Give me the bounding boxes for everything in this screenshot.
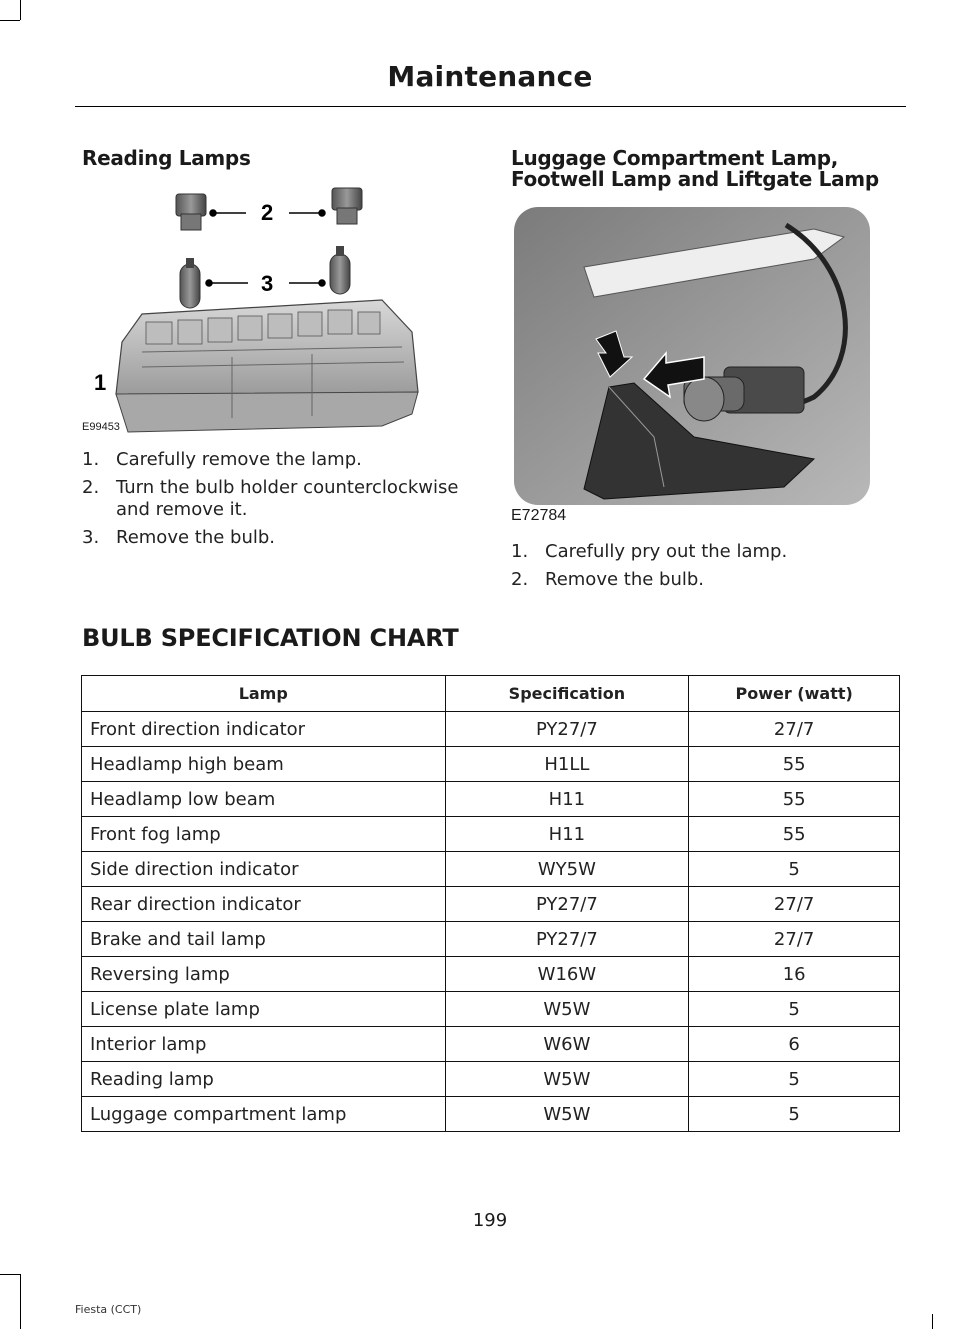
specification-cell: W16W — [445, 957, 689, 992]
power-cell: 5 — [689, 1062, 900, 1097]
specification-cell: PY27/7 — [445, 712, 689, 747]
table-row — [82, 992, 900, 1027]
crop-mark — [20, 0, 21, 20]
list-item: 2. Turn the bulb holder counterclockwise and remove it. — [82, 477, 459, 520]
table-row — [82, 922, 900, 957]
bulb-right — [330, 246, 350, 294]
lamp-cell: License plate lamp — [82, 992, 446, 1027]
lamp-cell: Front direction indicator — [82, 712, 446, 747]
specification-cell: W5W — [445, 1097, 689, 1132]
reading-lamp-figure — [82, 182, 462, 438]
lamp-cell: Side direction indicator — [82, 852, 446, 887]
power-cell: 5 — [689, 1097, 900, 1132]
table-row — [82, 852, 900, 887]
specification-cell: H11 — [445, 782, 689, 817]
table-header-row — [82, 676, 900, 712]
crop-mark — [0, 20, 20, 21]
column-header: Specification — [445, 676, 689, 712]
lamp-cell: Rear direction indicator — [82, 887, 446, 922]
bulb-chart-title: BULB SPECIFICATION CHART — [82, 624, 459, 652]
column-header: Power (watt) — [689, 676, 900, 712]
specification-cell: W6W — [445, 1027, 689, 1062]
power-cell: 27/7 — [689, 712, 900, 747]
specification-cell: PY27/7 — [445, 922, 689, 957]
specification-cell: PY27/7 — [445, 887, 689, 922]
power-cell: 5 — [689, 992, 900, 1027]
power-cell: 55 — [689, 747, 900, 782]
power-cell: 27/7 — [689, 922, 900, 957]
crop-mark — [20, 1274, 21, 1329]
reading-steps — [82, 449, 472, 555]
lamp-cell: Headlamp low beam — [82, 782, 446, 817]
lamp-cell: Reading lamp — [82, 1062, 446, 1097]
table-row — [82, 887, 900, 922]
lamp-cell: Front fog lamp — [82, 817, 446, 852]
lamp-cell: Brake and tail lamp — [82, 922, 446, 957]
bulb-spec-table — [81, 675, 900, 1132]
footer-model: Fiesta (CCT) — [75, 1303, 142, 1316]
table-row — [82, 747, 900, 782]
power-cell: 55 — [689, 817, 900, 852]
callout-2: 2 — [261, 200, 274, 225]
table-row — [82, 817, 900, 852]
callout-3: 3 — [261, 271, 274, 296]
table-row — [82, 712, 900, 747]
page-header-title: Maintenance — [387, 60, 593, 93]
reading-lamps-heading: Reading Lamps — [82, 146, 251, 170]
bulb-holder-left — [176, 194, 206, 230]
lamp-cell: Headlamp high beam — [82, 747, 446, 782]
table-row — [82, 957, 900, 992]
callout-1: 1 — [94, 370, 107, 395]
power-cell: 55 — [689, 782, 900, 817]
crop-mark — [0, 1274, 20, 1275]
luggage-lamp-heading: Luggage Compartment Lamp, Footwell Lamp and Liftgate Lamp — [511, 146, 879, 191]
table-row — [82, 1097, 900, 1132]
list-item: 2. Remove the bulb. — [511, 569, 705, 590]
column-header: Lamp — [82, 676, 446, 712]
specification-cell: H11 — [445, 817, 689, 852]
power-cell: 16 — [689, 957, 900, 992]
lamp-housing — [116, 300, 418, 432]
power-cell: 6 — [689, 1027, 900, 1062]
luggage-steps — [511, 541, 901, 597]
table-row — [82, 782, 900, 817]
power-cell: 27/7 — [689, 887, 900, 922]
page-number: 199 — [472, 1210, 508, 1231]
header-rule — [75, 106, 906, 107]
figure-code-luggage: E72784 — [511, 507, 567, 524]
list-item: 3. Remove the bulb. — [82, 527, 276, 548]
specification-cell: H1LL — [445, 747, 689, 782]
specification-cell: W5W — [445, 992, 689, 1027]
list-item: 1. Carefully remove the lamp. — [82, 449, 362, 470]
table-row — [82, 1062, 900, 1097]
bulb-left — [180, 258, 200, 308]
luggage-lamp-figure — [514, 207, 870, 505]
list-item: 1. Carefully pry out the lamp. — [511, 541, 788, 562]
specification-cell: WY5W — [445, 852, 689, 887]
power-cell: 5 — [689, 852, 900, 887]
table-row — [82, 1027, 900, 1062]
crop-mark — [932, 1314, 933, 1329]
lamp-cell: Interior lamp — [82, 1027, 446, 1062]
specification-cell: W5W — [445, 1062, 689, 1097]
figure-code-reading: E99453 — [82, 421, 120, 433]
bulb-holder-right — [332, 188, 362, 224]
lamp-cell: Luggage compartment lamp — [82, 1097, 446, 1132]
lamp-cell: Reversing lamp — [82, 957, 446, 992]
